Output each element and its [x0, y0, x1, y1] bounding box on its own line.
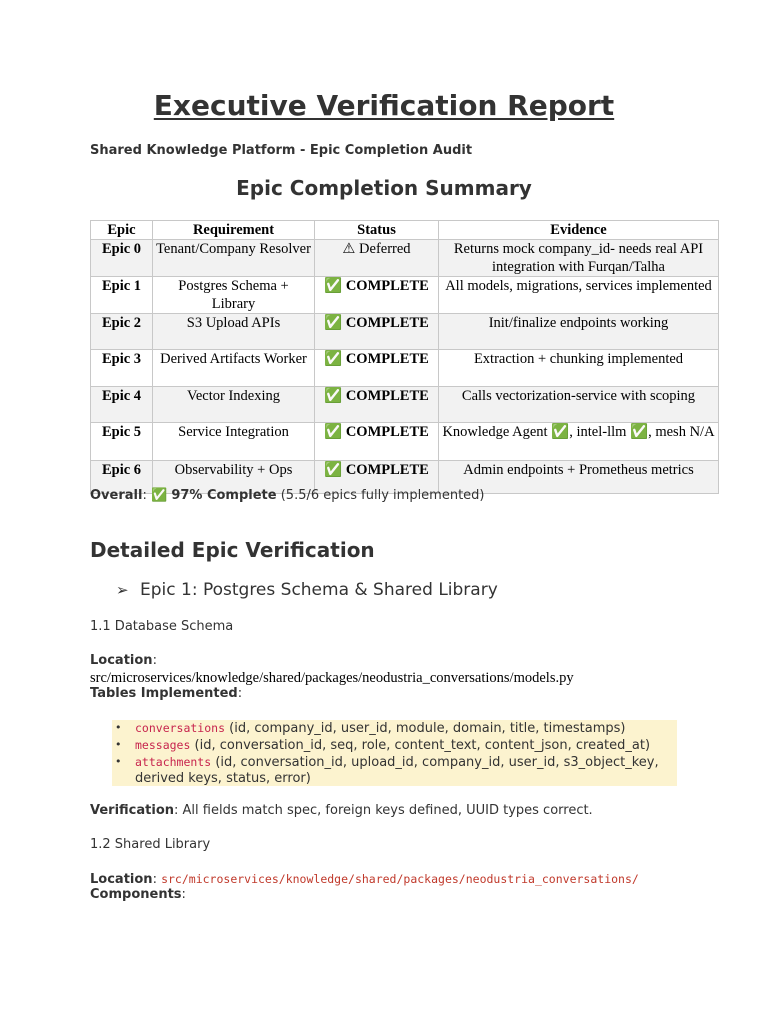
tables-list: [112, 720, 695, 787]
detailed-heading: Detailed Epic Verification: [90, 538, 375, 562]
cell-requirement: Derived Artifacts Worker: [153, 350, 315, 387]
cell-status: ✅ COMPLETE: [315, 314, 439, 350]
cell-evidence: Knowledge Agent ✅, intel-llm ✅, mesh N/A: [439, 423, 719, 461]
bullet-icon: •: [115, 738, 122, 751]
list-item: [115, 754, 695, 787]
table-name: conversations: [135, 721, 226, 735]
summary-heading: Epic Completion Summary: [236, 176, 532, 200]
verification-line: [90, 803, 593, 818]
section-1-1-heading: 1.1 Database Schema: [90, 619, 234, 634]
table-fields: (id, company_id, user_id, module, domain, title, timestamps): [229, 721, 626, 736]
overall-detail: (5.5/6 epics fully implemented): [280, 488, 485, 503]
header-status: Status: [315, 221, 439, 240]
header-evidence: Evidence: [439, 221, 719, 240]
arrow-bullet-icon: ➢: [116, 581, 129, 599]
table-row: [91, 387, 719, 423]
section-1-2-heading: 1.2 Shared Library: [90, 837, 211, 852]
table-row: [91, 277, 719, 314]
cell-status: ✅ COMPLETE: [315, 387, 439, 423]
cell-status: ✅ COMPLETE: [315, 350, 439, 387]
cell-requirement: Service Integration: [153, 423, 315, 461]
location2-label: Location: [90, 872, 153, 887]
cell-status: ⚠ Deferred: [315, 240, 439, 277]
cell-status: ✅ COMPLETE: [315, 423, 439, 461]
cell-requirement: Postgres Schema + Library: [153, 277, 315, 314]
overall-separator: :: [142, 488, 147, 503]
cell-epic: Epic 0: [91, 240, 153, 277]
overall-percent: 97% Complete: [171, 488, 277, 503]
table-row: [91, 314, 719, 350]
cell-evidence: All models, migrations, services implemented: [439, 277, 719, 314]
list-item: [115, 737, 695, 754]
location2-path: src/microservices/knowledge/shared/packages/neodustria_conversations/: [161, 872, 639, 886]
tables-line: Tables Implemented:: [90, 686, 243, 701]
components-line: Components:: [90, 887, 186, 902]
table-row: [91, 240, 719, 277]
epic-summary-table: [90, 220, 719, 494]
cell-evidence: Extraction + chunking implemented: [439, 350, 719, 387]
cell-requirement: Observability + Ops: [153, 461, 315, 494]
cell-epic: Epic 1: [91, 277, 153, 314]
epic1-heading-text: Epic 1: Postgres Schema & Shared Library: [140, 580, 498, 600]
table-header-row: [91, 221, 719, 240]
epic1-heading: [116, 580, 498, 600]
cell-evidence: Init/finalize endpoints working: [439, 314, 719, 350]
overall-label: Overall: [90, 488, 143, 503]
table-name: attachments: [135, 755, 212, 769]
cell-epic: Epic 6: [91, 461, 153, 494]
cell-evidence: Returns mock company_id- needs real API integration with Furqan/Talha: [439, 240, 719, 277]
check-icon: ✅: [150, 488, 168, 503]
location-path: src/microservices/knowledge/shared/packages/neodustria_conversations/models.py: [90, 670, 574, 686]
cell-requirement: Vector Indexing: [153, 387, 315, 423]
cell-status: ✅ COMPLETE: [315, 461, 439, 494]
table-fields: (id, conversation_id, seq, role, content_text, content_json, created_at): [194, 738, 651, 753]
cell-epic: Epic 3: [91, 350, 153, 387]
bullet-icon: •: [115, 721, 122, 734]
verification-text: : All fields match spec, foreign keys defined, UUID types correct.: [174, 803, 593, 818]
cell-epic: Epic 4: [91, 387, 153, 423]
verification-label: Verification: [90, 803, 175, 818]
bullet-icon: •: [115, 755, 122, 768]
components-label: Components: [90, 887, 182, 902]
table-fields: (id, conversation_id, upload_id, company_id, user_id, s3_object_key, derived keys, status, error): [135, 755, 659, 786]
overall-summary: [90, 488, 485, 503]
report-subtitle: Shared Knowledge Platform - Epic Completion Audit: [90, 143, 473, 158]
cell-evidence: Calls vectorization-service with scoping: [439, 387, 719, 423]
header-requirement: Requirement: [153, 221, 315, 240]
cell-status: ✅ COMPLETE: [315, 277, 439, 314]
report-title: Executive Verification Report: [153, 89, 615, 122]
location-label: Location: [90, 653, 153, 668]
table-name: messages: [135, 738, 191, 752]
cell-epic: Epic 5: [91, 423, 153, 461]
cell-requirement: Tenant/Company Resolver: [153, 240, 315, 277]
cell-requirement: S3 Upload APIs: [153, 314, 315, 350]
table-row: [91, 423, 719, 461]
list-item: [115, 720, 695, 737]
cell-evidence: Admin endpoints + Prometheus metrics: [439, 461, 719, 494]
location-line: Location:: [90, 653, 157, 668]
location2-line: Location: src/microservices/knowledge/shared/packages/neodustria_conversations/: [90, 872, 639, 887]
tables-label: Tables Implemented: [90, 686, 238, 701]
cell-epic: Epic 2: [91, 314, 153, 350]
header-epic: Epic: [91, 221, 153, 240]
table-row: [91, 350, 719, 387]
